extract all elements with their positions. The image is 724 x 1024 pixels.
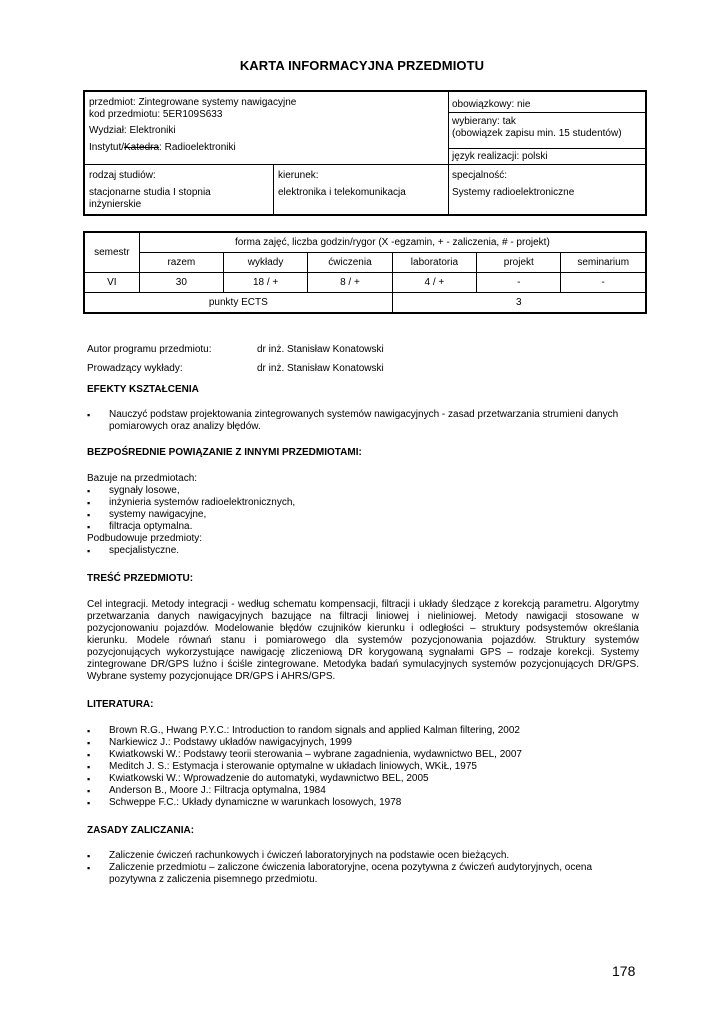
list-item: ▪ Schweppe F.C.: Układy dynamiczne w warunkach losowych, 1978 (87, 797, 639, 809)
lecturer-label: Prowadzący wykłady: (87, 363, 183, 374)
literature-list (87, 725, 639, 809)
specialization-cell (449, 165, 647, 215)
language: język realizacji: polski (449, 148, 645, 164)
column-header: razem (139, 253, 223, 273)
section-heading-relations: BEZPOŚREDNIE POWIĄZANIE Z INNYMI PRZEDMIOTAMI: (87, 447, 362, 458)
list-item: ▪ Kwiatkowski W.: Wprowadzenie do automatyki, wydawnictwo BEL, 2005 (87, 773, 639, 785)
page-number: 178 (612, 963, 636, 979)
prerequisites-label: Bazuje na przedmiotach: (87, 473, 198, 484)
study-type-value: stacjonarne studia I stopnia inżynierskie (89, 187, 211, 210)
column-header: projekt (477, 253, 561, 273)
list-item: ▪ Nauczyć podstaw projektowania zintegrowanych systemów nawigacyjnych - zasad przetwarzania strumieni danych pomiarowych oraz analizy błędów. (87, 409, 639, 433)
list-item: ▪ filtracja optymalna. (87, 521, 639, 533)
section-heading-rules: ZASADY ZALICZANIA: (87, 825, 195, 836)
list-item: ▪ inżynieria systemów radioelektronicznych, (87, 497, 639, 509)
list-item: ▪ Meditch J. S.: Estymacja i sterowanie optymalne w układach liniowych, WKiŁ, 1975 (87, 761, 639, 773)
list-item: ▪ Brown R.G., Hwang P.Y.C.: Introduction to random signals and applied Kalman filtering, 2002 (87, 725, 639, 737)
hours-cell: 8 / + (308, 273, 392, 293)
hours-cell: 18 / + (223, 273, 307, 293)
institute (89, 142, 444, 154)
list-item: ▪ Narkiewicz J.: Podstawy układów nawigacyjnych, 1999 (87, 737, 639, 749)
hours-cell: 4 / + (392, 273, 476, 293)
follow-up-label: Podbudowuje przedmioty: (87, 533, 203, 544)
course-info-table (83, 90, 647, 216)
author-row (87, 340, 384, 359)
list-item: ▪ specjalistyczne. (87, 545, 639, 557)
ects-label: punkty ECTS (84, 293, 392, 314)
field-label: kierunek: (278, 170, 319, 181)
page-title: KARTA INFORMACYJNA PRZEDMIOTU (239, 58, 485, 73)
semester-header: semestr (84, 232, 139, 273)
lecturer-value: dr inż. Stanisław Konatowski (257, 363, 384, 374)
column-header: ćwiczenia (308, 253, 392, 273)
hours-cell: - (477, 273, 561, 293)
outcomes-list (87, 409, 639, 433)
relations-list (87, 473, 639, 557)
hours-cell: 30 (139, 273, 223, 293)
author-info (87, 340, 384, 378)
institute-prefix: Instytut/ (89, 142, 125, 153)
author-label: Autor programu przedmiotu: (87, 344, 212, 355)
course-name: przedmiot: Zintegrowane systemy nawigacyjne (89, 97, 297, 108)
institute-suffix: : Radioelektroniki (159, 142, 236, 153)
elective-block (449, 112, 645, 148)
rules-list (87, 850, 639, 886)
list-item: ▪ sygnały losowe, (87, 485, 639, 497)
content-paragraph: Cel integracji. Metody integracji - według schematu kompensacji, filtracji i układy śledzące z korekcją parametru. Algorytmy przetwarzania danych nawigacyjnych bazujące na filtracji liniowej i nieliniowej. Metody nawigacji stosowane w pozycjonowaniu pojazdów. Modelowanie błędów czujników kierunku i odległości – struktury podsystemów określania kierunku. Modele równań stanu i pomiarowego dla systemów pozycjonowania pojazdów. Struktury systemów pozycjonujących wykorzystujące nawigację zliczeniową DR korygowaną sygnałami GPS – rodzaje korekcji. Systemy zintegrowane DR/GPS luźno i ściśle zintegrowane. Metodyka badań symulacyjnych systemów pozycjonujących DR/GPS. Wybrane systemy pozycjonujące DR/GPS i AHRS/GPS. (87, 599, 639, 682)
field-cell (274, 165, 449, 215)
course-code: kod przedmiotu: 5ER109S633 (89, 109, 223, 120)
column-header: laboratoria (392, 253, 476, 273)
hours-table (83, 231, 647, 314)
list-item: ▪ Anderson B., Moore J.: Filtracja optymalna, 1984 (87, 785, 639, 797)
specialization-value: Systemy radioelektroniczne (452, 187, 575, 198)
list-item: ▪ systemy nawigacyjne, (87, 509, 639, 521)
form-header: forma zajęć, liczba godzin/rygor (X -egzamin, + - zaliczenia, # - projekt) (139, 232, 646, 253)
institute-strikethrough: Katedra (124, 142, 160, 153)
section-heading-content: TREŚĆ PRZEDMIOTU: (87, 573, 194, 584)
elective: wybierany: tak (452, 116, 516, 127)
study-type-cell (84, 165, 274, 215)
obligatory: obowiązkowy: nie (452, 99, 531, 110)
list-item: ▪ Kwiatkowski W.: Podstawy teorii sterowania – wybrane zagadnienia, wydawnictwo BEL, 2007 (87, 749, 639, 761)
course-status-cell (449, 91, 647, 165)
author-value: dr inż. Stanisław Konatowski (257, 344, 384, 355)
study-type-label: rodzaj studiów: (89, 170, 156, 181)
section-heading-outcomes: EFEKTY KSZTAŁCENIA (87, 384, 199, 395)
semester-value: VI (84, 273, 139, 293)
lecturer-row (87, 359, 384, 378)
enrollment-requirement: (obowiązek zapisu min. 15 studentów) (452, 128, 622, 139)
section-heading-literature: LITERATURA: (87, 699, 154, 710)
ects-value: 3 (392, 293, 646, 314)
column-header: seminarium (561, 253, 646, 273)
list-item: ▪ Zaliczenie ćwiczeń rachunkowych i ćwiczeń laboratoryjnych na podstawie ocen bieżących. (87, 850, 639, 862)
faculty: Wydział: Elektroniki (89, 125, 176, 136)
column-header: wykłady (223, 253, 307, 273)
hours-cell: - (561, 273, 646, 293)
field-value: elektronika i telekomunikacja (278, 187, 406, 198)
specialization-label: specjalność: (452, 170, 508, 181)
course-info-cell (84, 91, 449, 165)
list-item: ▪ Zaliczenie przedmiotu – zaliczone ćwiczenia laboratoryjne, ocena pozytywna z ćwiczeń audytoryjnych, ocena pozytywna z zaliczenia pisemnego przedmiotu. (87, 862, 639, 886)
